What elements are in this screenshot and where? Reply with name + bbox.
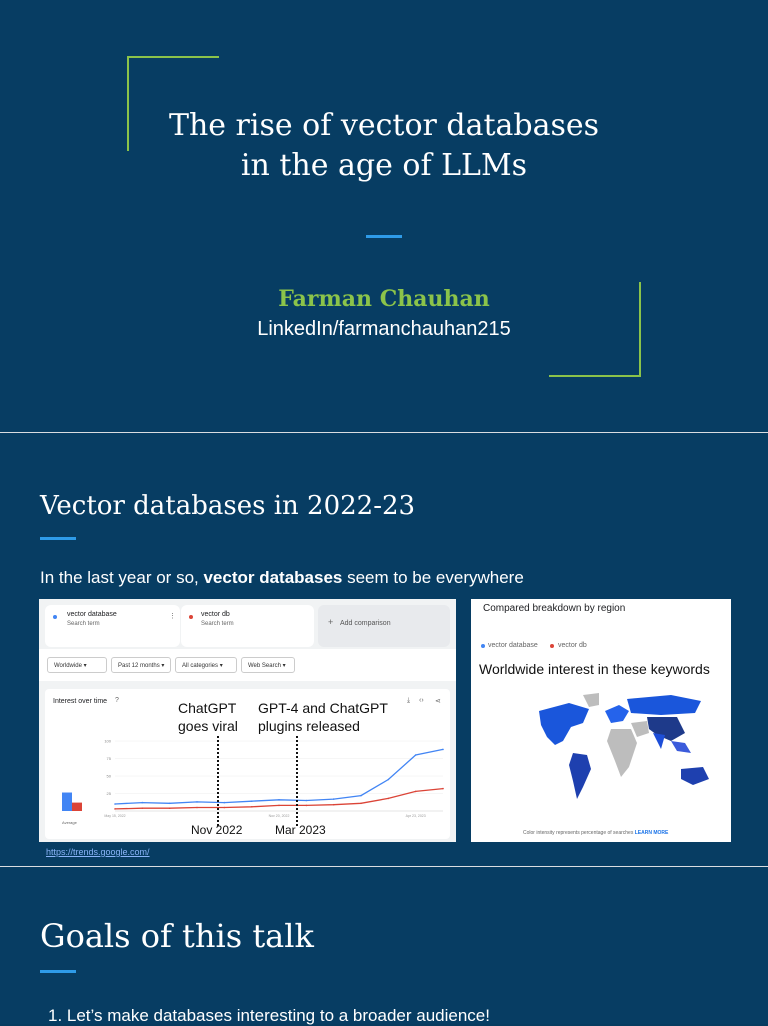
region-screenshot [471,599,731,842]
filter-category[interactable]: All categories ▾ [175,657,237,673]
term1-sub: Search term [67,621,100,627]
series-line [115,749,443,804]
legend-2: vector db [558,642,587,649]
data-point [333,804,335,806]
share-icon[interactable]: ⋖ [435,698,441,705]
term2-label: vector db [201,611,230,618]
marker-line-mar [296,736,298,826]
data-point [196,807,198,809]
slide-heading: Goals of this talk [40,917,314,955]
data-point [114,808,116,810]
filter-search-type[interactable]: Web Search ▾ [241,657,295,673]
north-america [539,703,589,745]
data-point [333,798,335,800]
goal-item-1: 1. Let’s make databases interesting to a broader audience! [48,1006,490,1025]
term2-sub: Search term [201,621,234,627]
title-slide [0,0,768,432]
region-footer: Color intensity represents percentage of searches LEARN MORE [523,830,669,836]
goals-slide [0,867,768,1024]
y-tick-label: 100 [104,738,111,744]
marker-label-nov: Nov 2022 [191,823,243,837]
marker-label-mar: Mar 2023 [275,823,326,837]
data-point [196,801,198,803]
data-point [278,799,280,801]
y-tick-label: 75 [106,756,111,761]
heading-divider [40,537,76,540]
lead-suffix: seem to be everywhere [342,568,524,587]
data-point [251,800,253,802]
data-point [415,754,417,756]
russia [627,695,701,715]
interest-over-time-panel [45,689,450,839]
data-point [251,806,253,808]
data-point [169,803,171,805]
trends-screenshot [39,599,456,842]
data-point [442,788,444,790]
australia [681,767,709,785]
lead-prefix: In the last year or so, [40,568,204,587]
average-label: Average [62,820,77,825]
data-point [388,779,390,781]
lead-bold: vector databases [203,568,343,587]
data-point [224,802,226,804]
south-america [569,753,591,799]
data-point [169,807,171,809]
learn-more-link[interactable]: LEARN MORE [634,830,669,836]
filter-region[interactable]: Worldwide ▾ [47,657,107,673]
data-point [142,802,144,804]
europe [605,705,629,723]
title-line-1: The rise of vector databases [168,108,600,143]
india [653,733,665,749]
data-point [388,798,390,800]
filter-bar [39,649,456,681]
term1-label: vector database [67,611,117,618]
author-name: Farman Chauhan [278,286,490,312]
legend-dot-1 [481,644,485,648]
greenland [583,693,599,707]
data-point [142,807,144,809]
average-bar [62,793,72,811]
more-vert-icon[interactable]: ⋮ [169,613,176,620]
africa [607,729,637,777]
legend-1: vector database [488,642,538,649]
marker-line-nov [217,736,219,826]
vector-db-slide [0,433,768,866]
region-title: Compared breakdown by region [483,603,626,614]
data-point [114,803,116,805]
linkedin-handle[interactable]: LinkedIn/farmanchauhan215 [257,318,511,340]
help-icon[interactable]: ? [115,697,119,704]
x-tick-label: Apr 23, 2023 [405,814,426,818]
interest-chart [45,689,450,839]
add-comparison-button[interactable] [318,605,450,647]
legend-dot-2 [550,644,554,648]
data-point [442,749,444,751]
data-point [224,807,226,809]
region-overlay-title: Worldwide interest in these keywords [479,661,710,677]
add-comparison-label: Add comparison [340,620,391,627]
average-bar [72,803,82,811]
y-tick-label: 25 [106,791,111,796]
annotation-chatgpt: ChatGPT goes viral [178,700,238,734]
panel-title: Interest over time [53,698,108,705]
source-link[interactable]: https://trends.google.com/ [46,847,150,857]
embed-icon[interactable]: ‹› [419,697,424,704]
search-term-1[interactable] [45,605,180,647]
data-point [360,795,362,797]
world-map [471,681,731,831]
data-point [360,803,362,805]
data-point [278,805,280,807]
slide-title [0,106,768,186]
corner-accent-bottom-right [549,282,641,377]
slide-heading: Vector databases in 2022-23 [40,491,416,521]
data-point [306,805,308,807]
search-term-2[interactable] [181,605,314,647]
filter-time[interactable]: Past 12 months ▾ [111,657,171,673]
middle-east [631,721,649,737]
data-point [306,800,308,802]
southeast-asia [671,741,691,753]
x-tick-label: May 15, 2022 [104,814,126,818]
title-divider [366,235,402,238]
lead-text [40,568,524,588]
download-icon[interactable]: ⤓ [407,697,411,704]
asia [647,717,685,741]
x-tick-label: Nov 20, 2022 [268,814,290,818]
heading-divider [40,970,76,973]
plus-icon: + [328,617,334,627]
data-point [415,791,417,793]
title-line-2: in the age of LLMs [240,148,528,183]
y-tick-label: 50 [106,773,111,779]
annotation-gpt4: GPT-4 and ChatGPT plugins released [258,700,388,734]
